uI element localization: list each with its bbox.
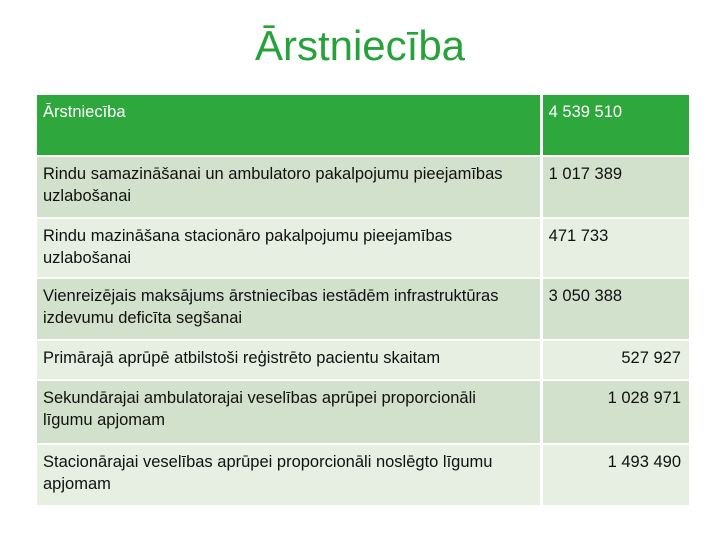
row-label: Primārajā aprūpē atbilstoši reģistrēto pacientu skaitam (43, 349, 441, 367)
row-value: 4 539 510 (548, 103, 623, 121)
table-header-row (37, 95, 689, 155)
row-value: 1 028 971 (607, 389, 681, 407)
row-value: 471 733 (548, 227, 609, 245)
table-row (37, 155, 689, 217)
page-title: Ārstniecība (254, 22, 466, 69)
row-label: Sekundārajai ambulatorajai veselības aprūpei proporcionāli līgumu apjomam (43, 389, 476, 429)
row-label: Ārstniecība (43, 103, 126, 121)
row-label: Rindu mazināšana stacionāro pakalpojumu pieejamības uzlabošanai (43, 227, 453, 267)
row-value: 3 050 388 (548, 287, 623, 305)
row-label: Vienreizējais maksājums ārstniecības iestādēm infrastruktūras izdevumu deficīta segšanai (43, 287, 499, 327)
table-row (37, 277, 689, 339)
table-row (37, 339, 689, 379)
table-row (37, 217, 689, 277)
table-row (37, 379, 689, 443)
row-label: Stacionārajai veselības aprūpei proporcionāli noslēgto līgumu apjomam (43, 453, 493, 493)
row-value: 527 927 (621, 349, 681, 367)
row-value: 1 493 490 (607, 453, 681, 471)
table-row (37, 443, 689, 505)
budget-table (37, 95, 689, 505)
row-label: Rindu samazināšanai un ambulatoro pakalpojumu pieejamības uzlabošanai (43, 165, 503, 205)
row-value: 1 017 389 (548, 165, 623, 183)
